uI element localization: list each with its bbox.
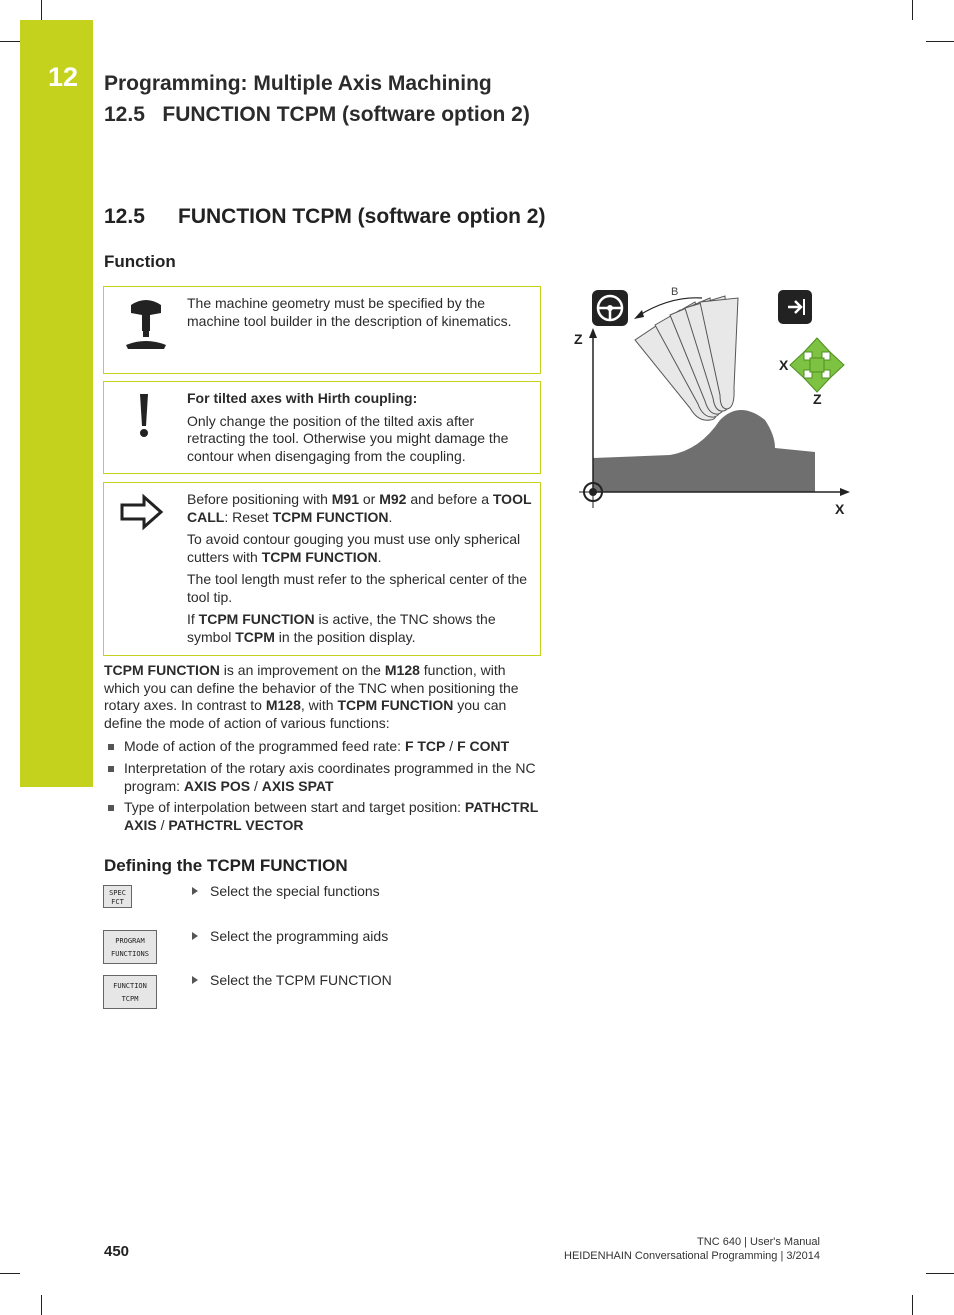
rotary-axis-label-b: B <box>671 286 679 298</box>
function-tcpm-softkey[interactable]: FUNCTION TCPM <box>103 975 157 1009</box>
note-paragraph: To avoid contour gouging you must use only spherical cutters with TCPM FUNCTION. <box>187 531 521 565</box>
note-box-machine <box>103 286 541 374</box>
note-paragraph: Before positioning with M91 or M92 and before a TOOL CALL: Reset TCPM FUNCTION. <box>187 491 532 525</box>
section-name: FUNCTION TCPM (software option 2) <box>178 205 546 228</box>
steering-wheel-icon <box>592 290 628 326</box>
arrow-bullet-icon <box>192 887 198 895</box>
note-box-warning <box>103 381 541 474</box>
running-chapter-title: Programming: Multiple Axis Machining <box>104 72 492 95</box>
chapter-bar <box>20 20 93 787</box>
axis-label-x: X <box>835 501 845 517</box>
note-heading: For tilted axes with Hirth coupling: <box>187 390 418 406</box>
machine-tool-icon <box>104 287 184 372</box>
spec-fct-key[interactable]: SPEC FCT <box>103 885 132 908</box>
tcpm-figure <box>570 280 860 520</box>
page-number: 450 <box>104 1243 130 1260</box>
workpiece <box>593 410 815 492</box>
note-box-info <box>103 482 541 656</box>
arrow-bullet-icon <box>192 976 198 984</box>
running-section-title: 12.5 FUNCTION TCPM (software option 2) <box>104 103 530 126</box>
crop-mark <box>912 0 913 20</box>
list-item: Interpretation of the rotary axis coordinates programmed in the NC program: AXIS POS / AXIS SPAT <box>108 760 544 798</box>
chapter-number: 12 <box>48 62 79 92</box>
crop-mark <box>0 1273 20 1274</box>
list-item: Type of interpolation between start and target position: PATHCTRL AXIS / PATHCTRL VECTOR <box>108 799 544 837</box>
program-run-icon <box>778 290 812 324</box>
crop-mark <box>926 1273 954 1274</box>
exclamation-icon <box>104 382 184 467</box>
arrow-bullet-icon <box>192 932 198 940</box>
function-heading: Function <box>104 252 176 271</box>
arrow-label-x: X <box>779 357 789 373</box>
note-text: The machine geometry must be specified by the machine tool builder in the description of kinematics. <box>187 295 512 329</box>
axis-label-z: Z <box>574 331 583 347</box>
step-item: Select the programming aids <box>192 928 388 944</box>
note-paragraph: If TCPM FUNCTION is active, the TNC shows the symbol TCPM in the position display. <box>187 611 496 645</box>
footer-manual: TNC 640 | User's Manual <box>697 1236 820 1248</box>
step-item: Select the special functions <box>192 883 380 899</box>
motion-arrows-icon <box>790 338 844 392</box>
crop-mark <box>926 41 954 42</box>
crop-mark <box>41 1295 42 1315</box>
list-item: Mode of action of the programmed feed rate: F TCP / F CONT <box>108 738 544 758</box>
section-number: 12.5 <box>104 205 145 228</box>
tool-positions <box>635 296 738 420</box>
crop-mark <box>0 41 20 42</box>
program-functions-softkey[interactable]: PROGRAM FUNCTIONS <box>103 930 157 964</box>
step-item: Select the TCPM FUNCTION <box>192 972 392 988</box>
crop-mark <box>912 1295 913 1315</box>
footer-publication: HEIDENHAIN Conversational Programming | 3/2014 <box>564 1250 820 1262</box>
section-title <box>104 205 545 229</box>
intro-paragraph: TCPM FUNCTION is an improvement on the M128 function, with which you can define the behavior of the TNC when positioning the rotary axes. In contrast to M128, with TCPM FUNCTION you can define the mode of action of various functions: <box>104 662 519 731</box>
note-paragraph: The tool length must refer to the spherical center of the tool tip. <box>187 571 528 605</box>
note-text: Only change the position of the tilted axis after retracting the tool. Otherwise you might damage the contour when disengaging from the coupling. <box>187 412 509 464</box>
arrow-right-icon <box>104 483 184 548</box>
defining-heading: Defining the TCPM FUNCTION <box>104 856 348 875</box>
arrow-label-z: Z <box>813 391 822 407</box>
crop-mark <box>41 0 42 20</box>
